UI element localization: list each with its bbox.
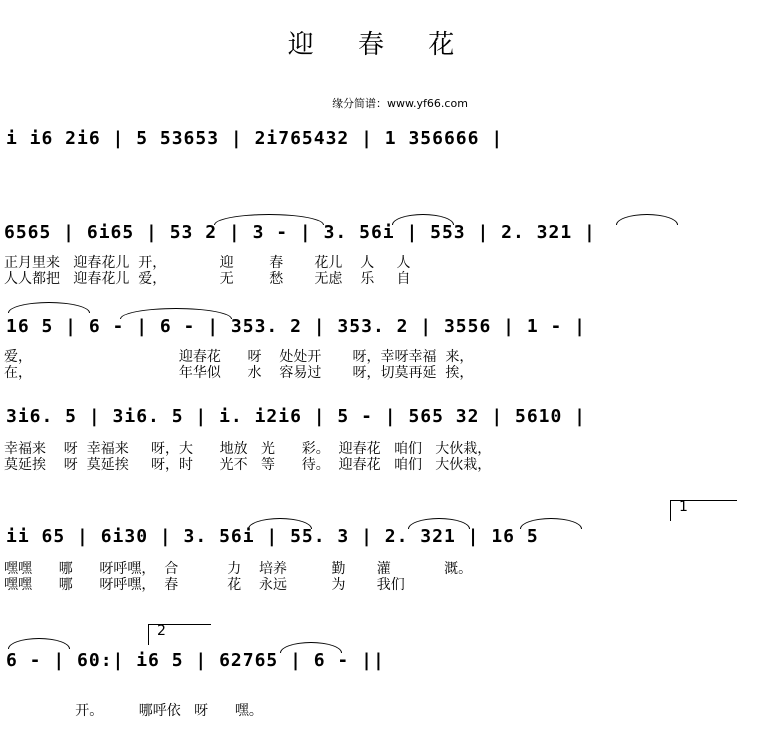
notes-row-6: 6 - | 60:| i6 5 | 62765 | 6 - || — [6, 650, 385, 671]
slur-mark — [8, 638, 70, 649]
slur-mark — [616, 214, 678, 225]
lyrics-row-3-verse-1: 爱， 迎春花 呀 处处开 呀，幸呀幸福 来， — [4, 349, 474, 365]
second-ending-bracket — [148, 624, 211, 645]
lyrics-row-5-verse-1: 嘿嘿 哪 呀呼嘿， 合 力 培养 勤 灌 溉。 — [4, 561, 473, 577]
volta-number: 2 — [157, 623, 166, 639]
lyrics-row-2-verse-2: 人人都把 迎春花儿 爱， 无 愁 无虑 乐 自 — [4, 271, 411, 287]
lyrics-row-5-verse-2: 嘿嘿 哪 呀呼嘿， 春 花 永远 为 我们 — [4, 577, 405, 593]
lyrics-row-6: 开。 哪呼依 呀 嘿。 — [4, 703, 263, 719]
first-ending-bracket — [670, 500, 737, 521]
notes-row-4: 3i6. 5 | 3i6. 5 | i. i2i6 | 5 - | 565 32 | 5610 | — [6, 406, 587, 427]
slur-mark — [392, 214, 454, 225]
notes-row-5: ii 65 | 6i30 | 3. 56i | 55. 3 | 2. 321 | 16 5 — [6, 526, 539, 547]
slur-mark — [520, 518, 582, 529]
song-title: 迎 春 花 — [287, 30, 473, 60]
slur-mark — [248, 518, 312, 529]
notes-row-3: 16 5 | 6 - | 6 - | 353. 2 | 353. 2 | 3556 | 1 - | — [6, 316, 587, 337]
lyrics-row-3-verse-2: 在， 年华似 水 容易过 呀，切莫再延 挨， — [4, 365, 474, 381]
lyrics-row-4-verse-2: 莫延挨 呀 莫延挨 呀，时 光不 等 待。 迎春花 咱们 大伙栽， — [4, 457, 492, 473]
slur-mark — [8, 302, 90, 313]
lyrics-row-2-verse-1: 正月里来 迎春花儿 开， 迎 春 花儿 人 人 — [4, 255, 411, 271]
slur-mark — [408, 518, 470, 529]
volta-number: 1 — [679, 499, 688, 515]
lyrics-row-4-verse-1: 幸福来 呀 幸福来 呀，大 地放 光 彩。 迎春花 咱们 大伙栽， — [4, 441, 492, 457]
slur-mark — [280, 642, 342, 653]
source-credit: 缘分简谱：www.yf66.com — [332, 97, 468, 110]
notes-row-1: i i6 2i6 | 5 53653 | 2i765432 | 1 356666 | — [6, 128, 504, 149]
slur-mark — [120, 308, 232, 319]
notes-row-2: 6565 | 6i65 | 53 2 | 3 - | 3. 56i | 553 | 2. 321 | — [4, 222, 596, 243]
slur-mark — [214, 214, 324, 225]
